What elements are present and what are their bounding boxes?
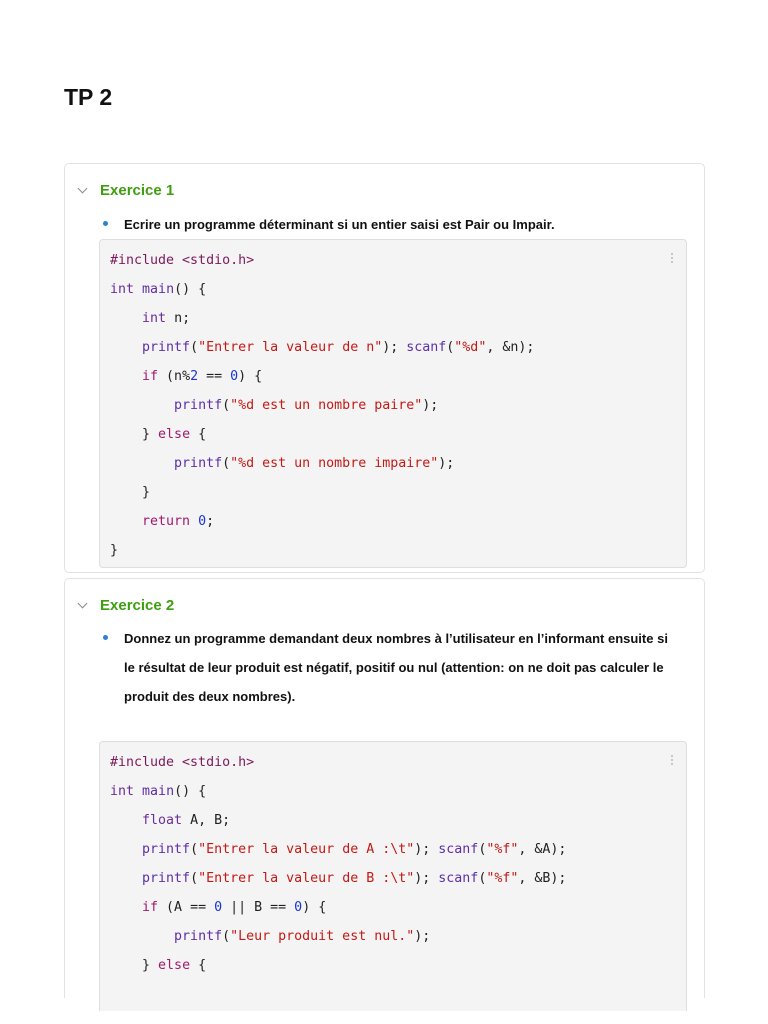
more-vertical-icon[interactable] bbox=[671, 755, 674, 765]
code-line: } bbox=[110, 543, 119, 558]
exercise-card bbox=[64, 578, 705, 998]
exercise-title: Exercice 1 bbox=[100, 181, 175, 199]
code-block bbox=[99, 239, 687, 568]
exercise-statement bbox=[103, 210, 674, 239]
chevron-down-icon[interactable] bbox=[78, 598, 88, 608]
code-block bbox=[99, 741, 687, 1011]
page-title: TP 2 bbox=[64, 84, 113, 110]
more-vertical-icon[interactable] bbox=[671, 253, 674, 263]
code-line: printf("Entrer la valeur de n"); scanf("%d", &n); bbox=[142, 340, 535, 355]
code-listing bbox=[100, 742, 686, 980]
code-line: if (n%2 == 0) { bbox=[142, 369, 263, 384]
code-line: if (A == 0 || B == 0) { bbox=[142, 900, 327, 915]
exercise-header[interactable] bbox=[77, 180, 174, 200]
code-line: printf("%d est un nombre impaire"); bbox=[174, 456, 455, 471]
code-listing bbox=[100, 240, 686, 565]
chevron-down-icon[interactable] bbox=[78, 183, 88, 193]
code-line: return 0; bbox=[142, 514, 215, 529]
statement-text: Donnez un programme demandant deux nombres à l’utilisateur en l’informant ensuite si le résultat de leur produit est négatif, positif ou nul (attention: on ne doit pas calculer le produit des deux nombres). bbox=[124, 631, 668, 704]
code-line: } else { bbox=[110, 958, 207, 973]
code-line: float A, B; bbox=[142, 813, 231, 828]
bullet-icon bbox=[103, 635, 108, 640]
code-line: printf("%d est un nombre paire"); bbox=[174, 398, 439, 413]
code-line: printf("Leur produit est nul."); bbox=[174, 929, 431, 944]
code-line: #include <stdio.h> bbox=[110, 755, 255, 770]
code-line: } bbox=[110, 485, 151, 500]
code-line: #include <stdio.h> bbox=[110, 253, 255, 268]
code-line: int n; bbox=[142, 311, 191, 326]
exercise-header[interactable] bbox=[77, 595, 174, 615]
exercise-title: Exercice 2 bbox=[100, 596, 175, 614]
exercise-statement bbox=[103, 624, 674, 711]
code-line: printf("Entrer la valeur de A :\t"); scanf("%f", &A); bbox=[142, 842, 567, 857]
bullet-icon bbox=[103, 221, 108, 226]
code-line: printf("Entrer la valeur de B :\t"); scanf("%f", &B); bbox=[142, 871, 567, 886]
exercise-card bbox=[64, 163, 705, 573]
statement-text: Ecrire un programme déterminant si un entier saisi est Pair ou Impair. bbox=[124, 217, 555, 232]
code-line: int main() { bbox=[110, 282, 207, 297]
code-line: } else { bbox=[110, 427, 207, 442]
code-line: int main() { bbox=[110, 784, 207, 799]
